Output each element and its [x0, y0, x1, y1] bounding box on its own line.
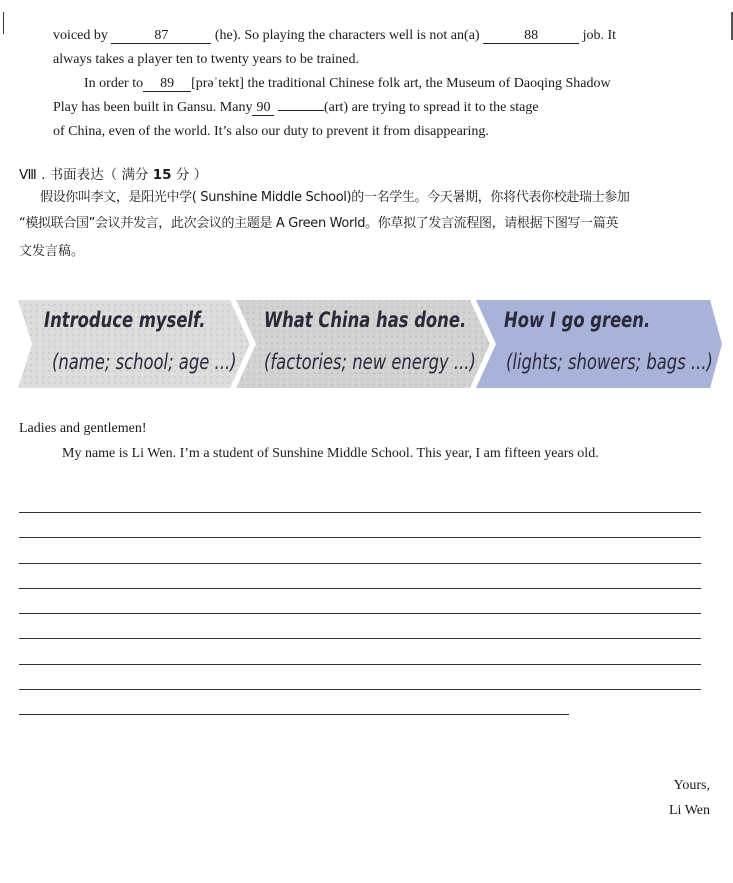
step-1-title: Introduce myself. [44, 308, 206, 332]
writing-line[interactable] [19, 613, 701, 614]
passage-line-3 [84, 76, 611, 92]
letter-signature: Li Wen [669, 803, 710, 818]
step-3-title: How I go green. [504, 308, 651, 332]
blank-89: 89 [143, 76, 191, 92]
blank-87: 87 [111, 28, 211, 44]
text: Play has been built in Gansu. Many [53, 100, 253, 115]
writing-line-last[interactable] [19, 714, 569, 715]
section-heading [19, 163, 207, 183]
step-2-detail: (factories; new energy ...) [264, 350, 476, 374]
instruction-line-1: 假设你叫李文，是阳光中学( Sunshine Middle School)的一名学生。今天暑期，你将代表你校赴瑞士参加 [40, 190, 630, 205]
heading-score: 15 [152, 167, 172, 183]
step-3-detail: (lights; showers; bags ...) [506, 350, 713, 374]
writing-line[interactable] [19, 588, 701, 589]
step-2-title: What China has done. [264, 308, 467, 332]
text: voiced by [53, 28, 108, 43]
writing-line[interactable] [19, 638, 701, 639]
instruction-line-2: “模拟联合国”会议并发言，此次会议的主题是 A Green World。你草拟了发言流程图，请根据下图写一篇英 [19, 216, 619, 231]
blank-90: 90 [252, 100, 274, 116]
margin-mark-left [3, 12, 4, 34]
letter-closing: Yours, [673, 778, 710, 793]
passage-line-5: of China, even of the world. It’s also our duty to prevent it from disappearing. [53, 124, 489, 139]
passage-line-1 [53, 28, 616, 44]
letter-greeting: Ladies and gentlemen! [19, 421, 147, 436]
passage-line-4 [53, 100, 539, 116]
heading-suffix: 分 ） [175, 167, 208, 183]
text: job. It [582, 28, 617, 43]
letter-opening: My name is Li Wen. I’m a student of Sunshine Middle School. This year, I am fifteen years old. [62, 446, 599, 461]
blank-90-extension [278, 110, 324, 111]
text: (he). So playing the characters well is not an(a) [214, 28, 480, 43]
blank-88: 88 [483, 28, 579, 44]
heading-prefix: Ⅷ . 书面表达（ 满分 [19, 167, 149, 183]
writing-line[interactable] [19, 537, 701, 538]
passage-line-2: always takes a player ten to twenty years to be trained. [53, 52, 359, 67]
writing-line[interactable] [19, 664, 701, 665]
instruction-line-3: 文发言稿。 [19, 244, 85, 259]
flowchart-banner [18, 298, 722, 390]
text: In order to [84, 76, 144, 91]
writing-line[interactable] [19, 689, 701, 690]
step-1-detail: (name; school; age ...) [52, 350, 237, 374]
writing-line[interactable] [19, 512, 701, 513]
writing-line[interactable] [19, 563, 701, 564]
text: [prəˈtekt] the traditional Chinese folk art, the Museum of Daoqing Shadow [191, 76, 611, 91]
text: (art) are trying to spread it to the stage [323, 100, 539, 115]
